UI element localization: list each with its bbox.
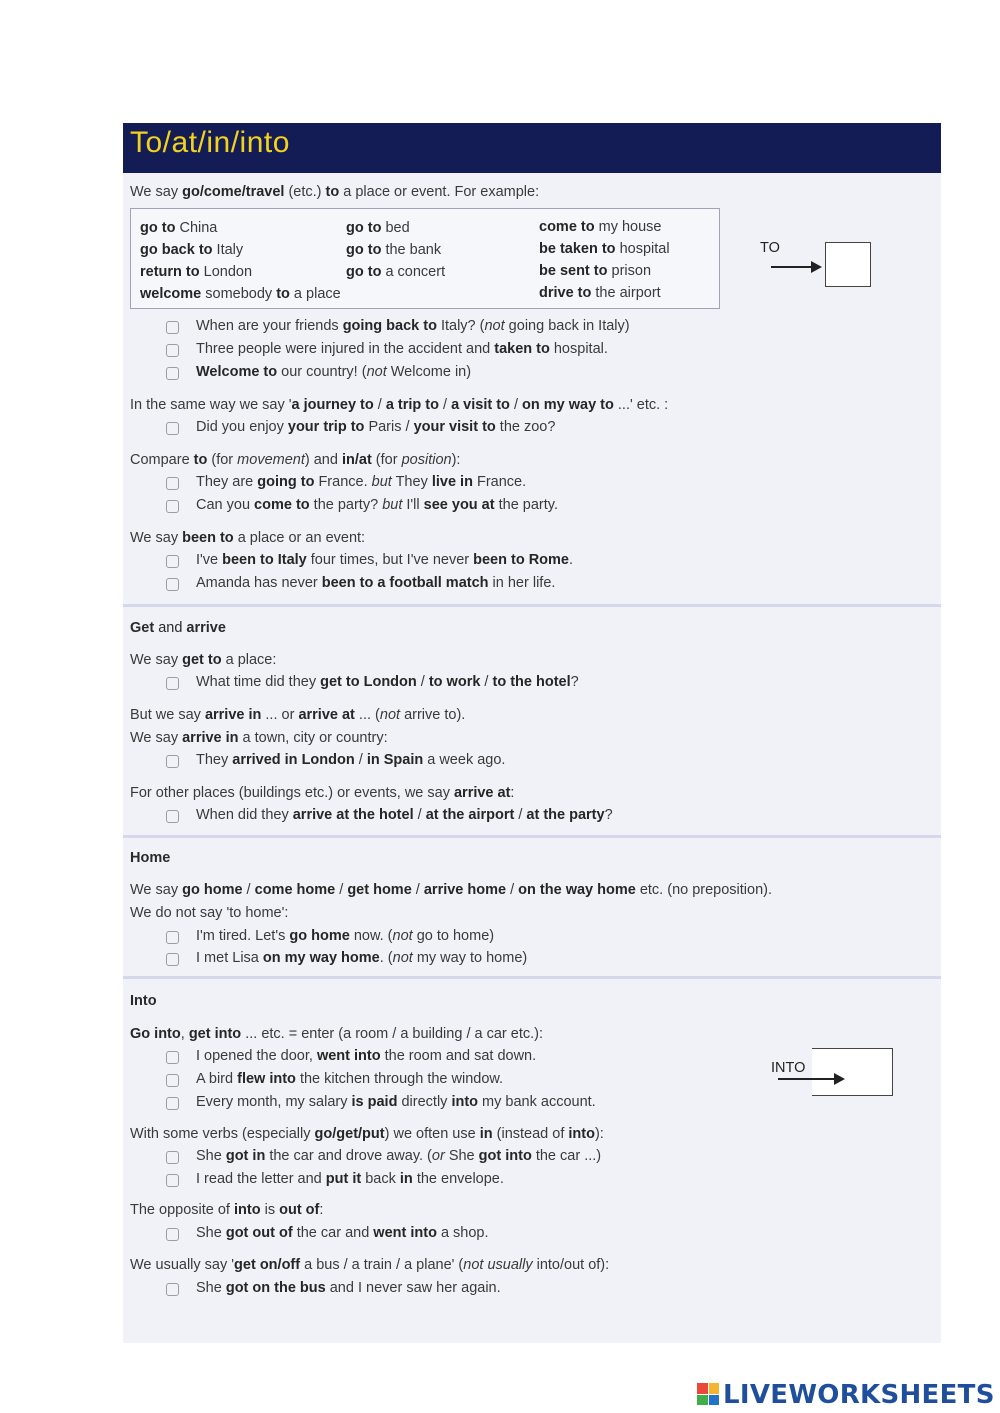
paragraph: We do not say 'to home': <box>130 905 289 921</box>
example-checkbox[interactable] <box>166 422 179 435</box>
box-item: welcome somebody to a place <box>140 286 341 302</box>
section-divider <box>123 835 941 838</box>
paragraph: Go into, get into ... etc. = enter (a room / a building / a car etc.): <box>130 1026 543 1042</box>
paragraph: The opposite of into is out of: <box>130 1202 324 1218</box>
page-title: To/at/in/into <box>130 126 290 159</box>
box-item: go to a concert <box>346 264 446 280</box>
example-sentence: Three people were injured in the accident and taken to hospital. <box>196 341 608 357</box>
to-diagram-box <box>825 242 871 287</box>
paragraph: We say go home / come home / get home / arrive home / on the way home etc. (no preposition). <box>130 882 773 898</box>
example-sentence: She got on the bus and I never saw her again. <box>196 1280 501 1296</box>
example-checkbox[interactable] <box>166 1097 179 1110</box>
example-sentence: Can you come to the party? but I'll see you at the party. <box>196 497 558 513</box>
example-sentence: What time did they get to London / to work / to the hotel? <box>196 674 579 690</box>
example-sentence: Every month, my salary is paid directly into my bank account. <box>196 1094 596 1110</box>
box-item: go back to Italy <box>140 242 244 258</box>
into-arrow <box>778 1078 836 1080</box>
example-checkbox[interactable] <box>166 677 179 690</box>
example-sentence: Welcome to our country! (not Welcome in) <box>196 364 472 380</box>
box-item: drive to the airport <box>539 285 661 301</box>
section-heading-into: Into <box>130 993 157 1009</box>
example-sentence: I read the letter and put it back in the envelope. <box>196 1171 504 1187</box>
section-heading-home: Home <box>130 850 171 866</box>
example-checkbox[interactable] <box>166 1283 179 1296</box>
to-diagram-label: TO <box>760 240 780 256</box>
example-checkbox[interactable] <box>166 578 179 591</box>
section-divider <box>123 976 941 979</box>
example-checkbox[interactable] <box>166 555 179 568</box>
been-line: We say been to a place or an event: <box>130 530 366 546</box>
example-checkbox[interactable] <box>166 931 179 944</box>
paragraph: We usually say 'get on/off a bus / a train / a plane' (not usually into/out of): <box>130 1257 610 1273</box>
example-sentence: Amanda has never been to a football match in her life. <box>196 575 556 591</box>
section-divider <box>123 604 941 607</box>
example-checkbox[interactable] <box>166 344 179 357</box>
box-item: come to my house <box>539 219 662 235</box>
box-item: go to China <box>140 220 218 236</box>
section-heading-get-arrive: Get and arrive <box>130 620 226 636</box>
box-item: go to bed <box>346 220 410 236</box>
example-checkbox[interactable] <box>166 500 179 513</box>
into-diagram-box <box>812 1048 893 1096</box>
into-diagram-label: INTO <box>771 1060 806 1076</box>
example-checkbox[interactable] <box>166 321 179 334</box>
example-checkbox[interactable] <box>166 755 179 768</box>
box-item: be sent to prison <box>539 263 652 279</box>
example-sentence: She got out of the car and went into a shop. <box>196 1225 489 1241</box>
paragraph: But we say arrive in ... or arrive at ... (not arrive to). <box>130 707 466 723</box>
example-sentence: They are going to France. but They live in France. <box>196 474 527 490</box>
example-sentence: When are your friends going back to Italy? (not going back in Italy) <box>196 318 630 334</box>
example-checkbox[interactable] <box>166 1074 179 1087</box>
into-arrowhead <box>834 1073 845 1085</box>
example-sentence: I'm tired. Let's go home now. (not go to home) <box>196 928 495 944</box>
example-checkbox[interactable] <box>166 1174 179 1187</box>
to-arrow <box>771 266 813 268</box>
paragraph: With some verbs (especially go/get/put) we often use in (instead of into): <box>130 1126 604 1142</box>
example-sentence: She got in the car and drove away. (or She got into the car ...) <box>196 1148 602 1164</box>
example-checkbox[interactable] <box>166 1228 179 1241</box>
paragraph: We say arrive in a town, city or country: <box>130 730 388 746</box>
example-sentence: When did they arrive at the hotel / at the airport / at the party? <box>196 807 613 823</box>
box-item: go to the bank <box>346 242 442 258</box>
example-checkbox[interactable] <box>166 1051 179 1064</box>
box-item: be taken to hospital <box>539 241 670 257</box>
to-arrowhead <box>811 261 822 273</box>
example-checkbox[interactable] <box>166 1151 179 1164</box>
example-checkbox[interactable] <box>166 477 179 490</box>
example-checkbox[interactable] <box>166 953 179 966</box>
same-way-line: In the same way we say 'a journey to / a trip to / a visit to / on my way to ...' etc. : <box>130 397 669 413</box>
example-checkbox[interactable] <box>166 367 179 380</box>
example-sentence: I opened the door, went into the room and sat down. <box>196 1048 537 1064</box>
liveworksheets-logo-text: LIVEWORKSHEETS <box>723 1380 995 1410</box>
example-sentence: Did you enjoy your trip to Paris / your visit to the zoo? <box>196 419 556 435</box>
example-sentence: I met Lisa on my way home. (not my way to home) <box>196 950 528 966</box>
box-item: return to London <box>140 264 253 280</box>
liveworksheets-icon <box>697 1383 719 1405</box>
example-checkbox[interactable] <box>166 810 179 823</box>
intro-line: We say go/come/travel (etc.) to a place or event. For example: <box>130 184 540 200</box>
example-sentence: They arrived in London / in Spain a week ago. <box>196 752 506 768</box>
paragraph: For other places (buildings etc.) or events, we say arrive at: <box>130 785 515 801</box>
compare-line: Compare to (for movement) and in/at (for position): <box>130 452 461 468</box>
paragraph: We say get to a place: <box>130 652 277 668</box>
example-sentence: A bird flew into the kitchen through the window. <box>196 1071 504 1087</box>
example-sentence: I've been to Italy four times, but I've never been to Rome. <box>196 552 574 568</box>
example-box <box>130 208 720 309</box>
